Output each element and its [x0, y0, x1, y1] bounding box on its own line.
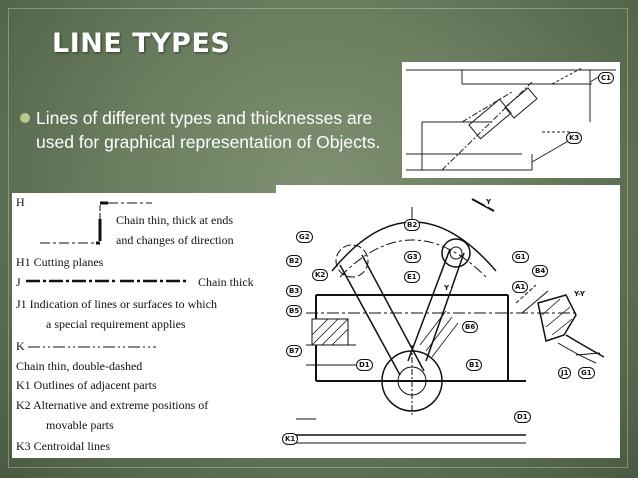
label-b2-left: B2 — [286, 255, 302, 267]
label-k3-small: K3 — [566, 132, 582, 144]
label-y-top: Y — [486, 198, 492, 206]
legend-k2-line1: K2 Alternative and extreme positions of — [16, 398, 209, 412]
label-b6: B6 — [462, 321, 478, 333]
legend-j-code: J — [16, 275, 21, 289]
legend-h-code: H — [16, 195, 25, 209]
legend-k3: K3 Centroidal lines — [16, 439, 110, 453]
label-b1: B1 — [466, 359, 482, 371]
slide-title: LINE TYPES — [52, 28, 231, 59]
legend-panel — [12, 193, 276, 458]
small-drawing-svg — [402, 62, 620, 178]
legend-j1-line1: J1 Indication of lines or surfaces to which — [16, 297, 217, 311]
label-g1: G1 — [512, 251, 529, 263]
label-k2: K2 — [312, 269, 328, 281]
label-j1: J1 — [558, 367, 571, 379]
label-d1-b: D1 — [514, 411, 531, 423]
bullet-text: Lines of different types and thicknesses are used for graphical representation of Objects. — [36, 108, 381, 152]
label-y-y: Y-Y — [574, 290, 585, 298]
label-b5: B5 — [286, 305, 302, 317]
label-b4: B4 — [532, 265, 548, 277]
bullet-dot-icon — [20, 113, 30, 123]
legend-k2-line2: movable parts — [46, 418, 114, 432]
label-c1: C1 — [598, 72, 614, 84]
label-g1-right: G1 — [578, 367, 595, 379]
label-e1: E1 — [404, 271, 420, 283]
small-drawing — [402, 62, 620, 178]
label-b3: B3 — [286, 285, 302, 297]
label-g2: G2 — [296, 231, 313, 243]
legend-j1-line2: a special requirement applies — [46, 317, 186, 331]
label-y-mid: Y — [444, 284, 450, 292]
label-g3: G3 — [404, 251, 421, 263]
label-b7: B7 — [286, 345, 302, 357]
label-b2: B2 — [404, 219, 420, 231]
legend-h-desc-1: Chain thin, thick at ends — [116, 213, 233, 227]
label-d1-a: D1 — [356, 359, 373, 371]
main-drawing — [276, 185, 620, 458]
label-k1: K1 — [282, 433, 298, 445]
label-a1: A1 — [512, 281, 528, 293]
legend-j-desc: Chain thick — [198, 275, 254, 289]
legend-h-desc-2: and changes of direction — [116, 233, 234, 247]
legend-h1: H1 Cutting planes — [16, 255, 104, 269]
legend-k-code: K — [16, 339, 25, 353]
legend-k1: K1 Outlines of adjacent parts — [16, 378, 157, 392]
main-drawing-svg — [276, 185, 620, 458]
legend-k-heading: Chain thin, double-dashed — [16, 359, 143, 373]
